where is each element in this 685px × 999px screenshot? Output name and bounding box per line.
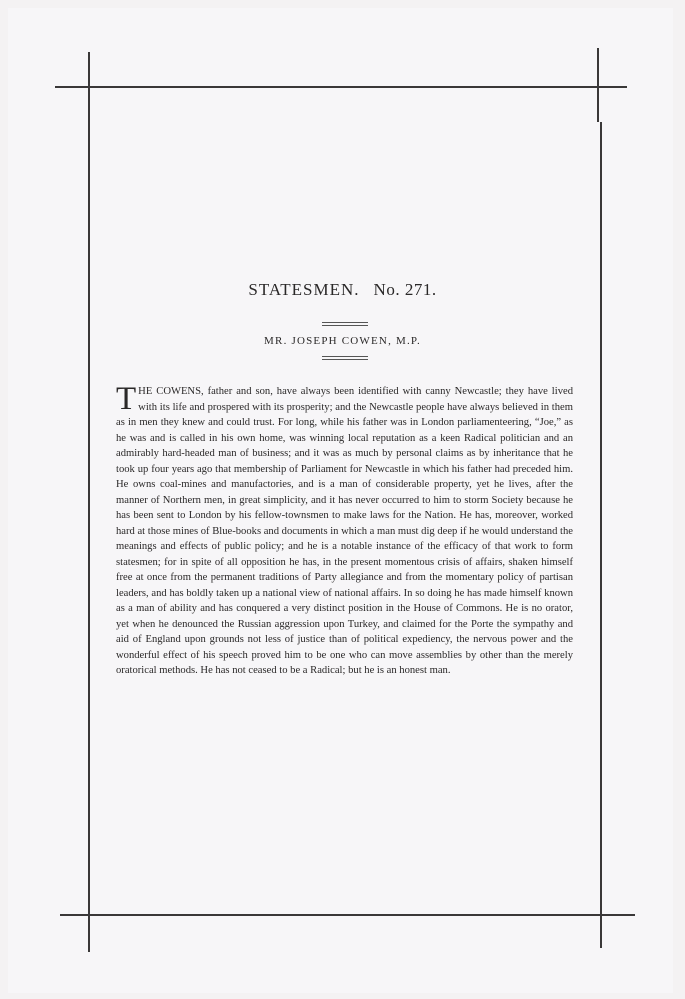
subtitle-rule-1 [322, 356, 368, 357]
frame-right-line [597, 48, 599, 122]
drop-cap: T [116, 381, 137, 417]
article-text: HE COWENS, father and son, have always been identified with canny Newcastle; they have lived with its life and prospered with its prosperity; and the Newcastle people have always believed in them as in men they knew and could trust. For long, while his father was in London parliamenteering, “Joe,” as he was and is called in his own home, was winning local reputation as a keen Radical politician and an admirably hard-headed man of business; and it was as much by personal claims as by inheritance that he took up four years ago that membership of Parliament for Newcastle in which his father had preceded him. He owns coal-mines and manufactories, and is a man of considerable property, yet he lives, after the manner of Northern men, in great simplicity, and it has never occurred to him to storm Society because he has been sent to London by his fellow-townsmen to make laws for the Nation. He has, moreover, worked hard at those mines of Blue-books and documents in which a man must dig deep if he would understand the meanings and effects of public policy; and he is a notable instance of the efficacy of that work to form statesmen; for in spite of all opposition he has, in the present momentous crisis of affairs, shaken himself free at once from the permanent traditions of Party allegiance and from the momentary policy of partisan leaders, and has boldly taken up a national view of national affairs. In so doing he has made himself known as a man of ability and has conquered a very distinct position in the House of Commons. He is no orator, yet when he denounced the Russian aggression upon Turkey, and claimed for the Porte the sympathy and aid of England upon grounds not less of justice than of political expediency, the nervous power and the wonderful effect of his speech proved him to be one who can move assemblies by other than the merely oratorical methods. He has not ceased to be a Radical; but he is an honest man. [116, 386, 573, 676]
page-title [0, 280, 685, 300]
article-subtitle: MR. JOSEPH COWEN, M.P. [264, 335, 421, 347]
frame-left-line [88, 52, 90, 952]
frame-right-line-lower [600, 122, 602, 948]
title-rule-1 [322, 322, 368, 323]
title-rule-2 [322, 325, 368, 326]
title-text: STATESMEN. [248, 280, 360, 299]
article-body [116, 381, 573, 679]
frame-top-line [55, 86, 627, 88]
subtitle-rule-2 [322, 359, 368, 360]
title-number: No. 271. [373, 280, 437, 299]
frame-bottom-line [60, 914, 635, 916]
